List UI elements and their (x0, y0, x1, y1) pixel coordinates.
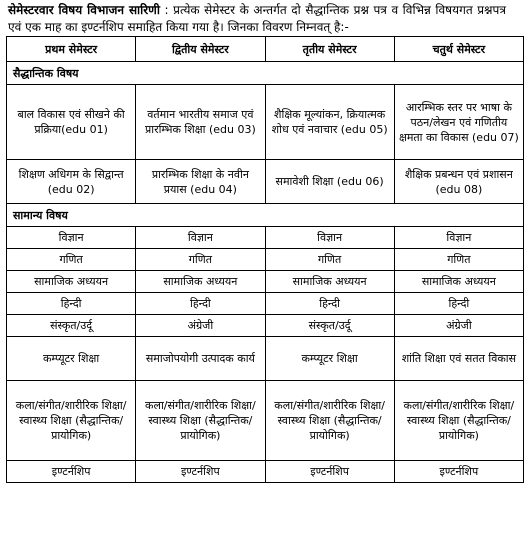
table-cell: कम्प्यूटर शिक्षा (265, 337, 394, 381)
table-cell: शिक्षण अधिगम के सिद्वान्त (edu 02) (7, 160, 136, 204)
section-row-general (7, 204, 524, 227)
table-row (7, 381, 524, 461)
intro-text: : प्रत्येक सेमेस्टर के अन्तर्गत दो सैद्धान्तिक प्रश्न पत्र व विभिन्न विषयगत प्रश्नपत्र एवं एक माह का इण्टर्नशिप समाहित किया गया है। जिनका विवरण निम्नवत् है:- (8, 3, 506, 34)
table-cell: कला/संगीत/शारीरिक शिक्षा/स्वास्थ्य शिक्षा (सैद्धान्तिक/प्रायोगिक) (7, 381, 136, 461)
table-cell: विज्ञान (136, 227, 265, 249)
table-cell: विज्ञान (394, 227, 523, 249)
header-semester-1: प्रथम सेमेस्टर (7, 37, 136, 62)
table-cell: विज्ञान (7, 227, 136, 249)
table-cell: गणित (136, 249, 265, 271)
table-cell: सामाजिक अध्ययन (7, 271, 136, 293)
table-cell: सामाजिक अध्ययन (265, 271, 394, 293)
table-row (7, 160, 524, 204)
section-title-theory: सैद्धान्तिक विषय (7, 62, 524, 85)
table-row (7, 227, 524, 249)
table-cell: प्रारम्भिक शिक्षा के नवीन प्रयास (edu 04) (136, 160, 265, 204)
section-title-general: सामान्य विषय (7, 204, 524, 227)
header-semester-3: तृतीय सेमेस्टर (265, 37, 394, 62)
table-cell: शैक्षिक मूल्यांकन, क्रियात्मक शोध एवं नवाचार (edu 05) (265, 85, 394, 160)
table-row (7, 249, 524, 271)
table-cell: कला/संगीत/शारीरिक शिक्षा/स्वास्थ्य शिक्षा (सैद्धान्तिक/प्रायोगिक) (394, 381, 523, 461)
table-cell: सामाजिक अध्ययन (136, 271, 265, 293)
table-row (7, 271, 524, 293)
table-row (7, 293, 524, 315)
table-cell: समावेशी शिक्षा (edu 06) (265, 160, 394, 204)
table-cell: इण्टर्नशिप (7, 461, 136, 483)
table-cell: कम्प्यूटर शिक्षा (7, 337, 136, 381)
table-cell: विज्ञान (265, 227, 394, 249)
table-row (7, 85, 524, 160)
section-row-theory (7, 62, 524, 85)
table-cell: सामाजिक अध्ययन (394, 271, 523, 293)
semester-table (6, 36, 524, 483)
header-row (7, 37, 524, 62)
table-cell: कला/संगीत/शारीरिक शिक्षा/स्वास्थ्य शिक्षा (सैद्धान्तिक/प्रायोगिक) (136, 381, 265, 461)
table-row (7, 315, 524, 337)
header-semester-4: चतुर्थ सेमेस्टर (394, 37, 523, 62)
table-cell: कला/संगीत/शारीरिक शिक्षा/स्वास्थ्य शिक्षा (सैद्धान्तिक/प्रायोगिक) (265, 381, 394, 461)
table-cell: गणित (7, 249, 136, 271)
intro-paragraph (0, 0, 514, 36)
table-cell: शैक्षिक प्रबन्धन एवं प्रशासन (edu 08) (394, 160, 523, 204)
table-cell: समाजोपयोगी उत्पादक कार्य (136, 337, 265, 381)
table-cell: आरम्भिक स्तर पर भाषा के पठन/लेखन एवं गणितीय क्षमता का विकास (edu 07) (394, 85, 523, 160)
intro-lead: सेमेस्टरवार विषय विभाजन सारिणी (8, 3, 160, 17)
table-cell: अंग्रेजी (136, 315, 265, 337)
table-cell: हिन्दी (136, 293, 265, 315)
table-cell: हिन्दी (7, 293, 136, 315)
table-cell: गणित (265, 249, 394, 271)
table-cell: इण्टर्नशिप (265, 461, 394, 483)
table-cell: इण्टर्नशिप (394, 461, 523, 483)
header-semester-2: द्वितीय सेमेस्टर (136, 37, 265, 62)
table-cell: बाल विकास एवं सीखने की प्रक्रिया(edu 01) (7, 85, 136, 160)
table-cell: इण्टर्नशिप (136, 461, 265, 483)
table-cell: हिन्दी (394, 293, 523, 315)
table-cell: संस्कृत/उर्दू (265, 315, 394, 337)
table-cell: हिन्दी (265, 293, 394, 315)
table-cell: अंग्रेजी (394, 315, 523, 337)
table-row (7, 337, 524, 381)
table-row (7, 461, 524, 483)
table-cell: गणित (394, 249, 523, 271)
table-cell: शांति शिक्षा एवं सतत विकास (394, 337, 523, 381)
table-cell: वर्तमान भारतीय समाज एवं प्रारम्भिक शिक्षा (edu 03) (136, 85, 265, 160)
table-cell: संस्कृत/उर्दू (7, 315, 136, 337)
